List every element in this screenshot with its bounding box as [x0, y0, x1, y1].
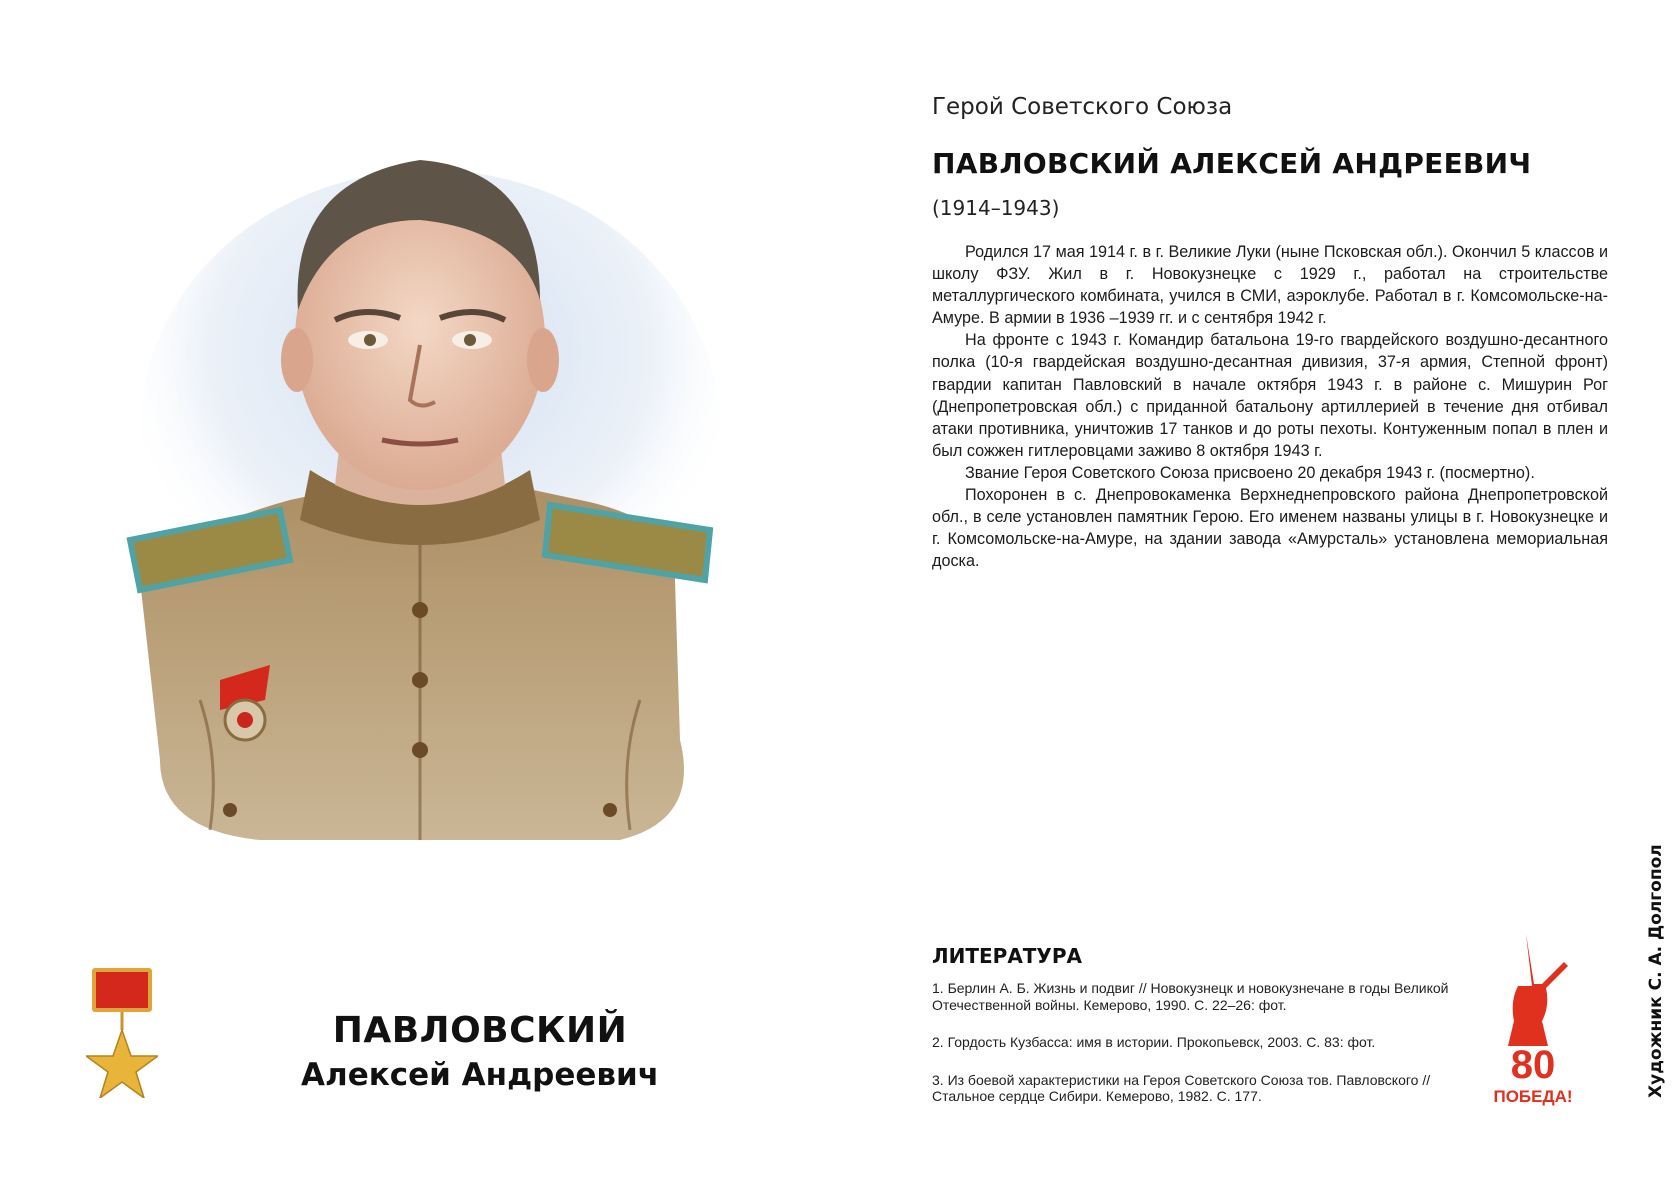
gold-star-medal — [86, 968, 158, 1098]
literature-item: 3. Из боевой характеристики на Героя Советского Союза тов. Павловского // Стальное сердце Сибири. Кемерово, 1982. С. 177. — [932, 1071, 1431, 1104]
literature-list — [932, 980, 1452, 1126]
hero-given-names: Алексей Андреевич — [301, 1057, 659, 1093]
literature-item: 2. Гордость Кузбасса: имя в истории. Прокопьевск, 2003. С. 83: фот. — [932, 1034, 1376, 1050]
bio-paragraph: Родился 17 мая 1914 г. в г. Великие Луки (ныне Псковская обл.). Окончил 5 классов и школу ФЗУ. Жил в г. Новокузнецке с 1929 г., работал на строительстве металлургического комбината, учился в СМИ, аэроклубе. Работал в г. Комсомольске-на-Амуре. В армии в 1936 –1939 гг. и с сентября 1942 г. — [932, 243, 1608, 328]
logo-word: ПОБЕДА! — [1493, 1087, 1573, 1106]
portrait-illustration — [120, 140, 740, 910]
portrait-drawing — [120, 140, 740, 910]
hero-name-block — [200, 1010, 760, 1093]
hero-surname: ПАВЛОВСКИЙ — [332, 1010, 628, 1051]
literature-heading: ЛИТЕРАТУРА — [932, 944, 1082, 968]
artist-credit: Художник С. А. Долгопол — [1646, 844, 1666, 1098]
bio-paragraph: На фронте с 1943 г. Командир батальона 19-го гвардейского воздушно-десантного полка (10-я гвардейская воздушно-десантная дивизия, 37-я армия, Степной фронт) гвардии капитан Павловский в начале октября 1943 г. в районе с. Мишурин Рог (Днепропетровская обл.) с приданной батальону артиллерией в течение дня отбивал атаки противника, уничтожив 17 танков и до роты пехоты. Контуженным попал в плен и был сожжен гитлеровцами заживо 8 октября 1943 г. — [932, 331, 1608, 460]
victory-80-logo — [1488, 926, 1578, 1106]
bio-paragraph: Похоронен в с. Днепровокаменка Верхнеднепровского района Днепропетровской обл., в селе установлен памятник Герою. Его именем названы улицы в г. Новокузнецке и г. Комсомольске-на-Амуре, на здании завода «Амурсталь» установлена мемориальная доска. — [932, 486, 1608, 571]
life-years: (1914–1943) — [932, 196, 1060, 220]
motherland-statue-icon — [1488, 926, 1578, 1106]
literature-item: 1. Берлин А. Б. Жизнь и подвиг // Новокузнецк и новокузнечане в годы Великой Отечественной войны. Кемерово, 1990. С. 22–26: фот. — [932, 980, 1449, 1013]
right-page — [840, 0, 1680, 1188]
logo-number: 80 — [1510, 1043, 1556, 1087]
page-title: ПАВЛОВСКИЙ АЛЕКСЕЙ АНДРЕЕВИЧ — [932, 147, 1532, 180]
page-subtitle: Герой Советского Союза — [932, 94, 1233, 120]
biography-text — [932, 241, 1608, 572]
gold-star-icon — [86, 968, 158, 1098]
bio-paragraph: Звание Героя Советского Союза присвоено 20 декабря 1943 г. (посмертно). — [965, 463, 1535, 482]
